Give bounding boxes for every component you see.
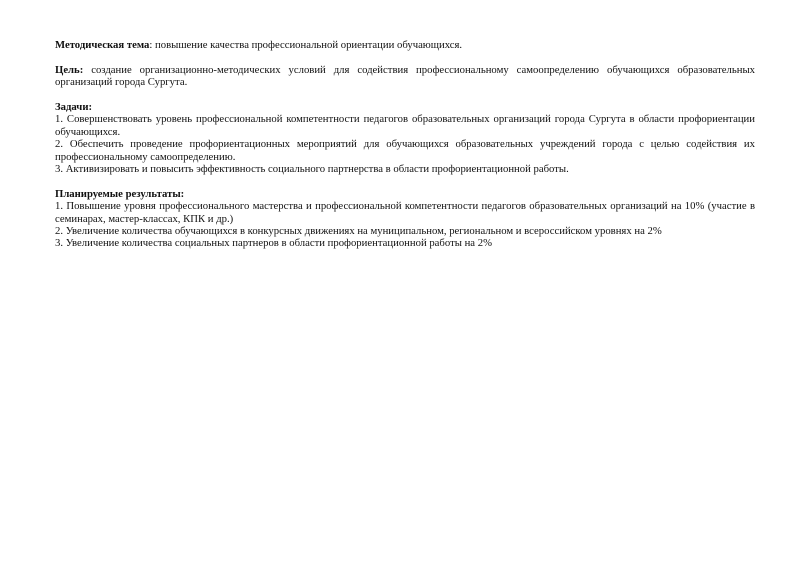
results-section xyxy=(55,188,755,250)
results-heading: Планируемые результаты: xyxy=(55,187,185,200)
goal-label: Цель: xyxy=(55,63,84,76)
goal-line xyxy=(55,64,755,89)
result-item-1: 1. Повышение уровня профессионального мастерства и профессиональной компетентности педагогов образовательных организаций на 10% (участие в семинарах, мастер-классах, КПК и др.) xyxy=(55,200,755,225)
methodical-theme-label: Методическая тема xyxy=(55,39,150,51)
document-page xyxy=(55,39,755,262)
goal-text: создание организационно-методических условий для содействия профессиональному самоопределению обучающихся образовательных организаций города Сургута. xyxy=(55,63,755,89)
task-item-2: 2. Обеспечить проведение профориентационных мероприятий для обучающихся образовательных учреждений города с целью содействия их профессиональному самоопределению. xyxy=(55,138,755,163)
result-item-3: 3. Увеличение количества социальных партнеров в области профориентационной работы на 2% xyxy=(55,237,492,250)
task-item-3: 3. Активизировать и повысить эффективность социального партнерства в области профориентационной работы. xyxy=(55,163,569,176)
tasks-section xyxy=(55,101,755,175)
methodical-theme-text: : повышение качества профессиональной ориентации обучающихся. xyxy=(149,39,463,51)
methodical-theme-line xyxy=(55,39,755,51)
methodical-theme xyxy=(55,39,755,51)
tasks-heading: Задачи: xyxy=(55,101,93,113)
result-item-2: 2. Увеличение количества обучающихся в конкурсных движениях на муниципальном, региональном и всероссийском уровнях на 2% xyxy=(55,225,662,238)
task-item-1: 1. Совершенствовать уровень профессиональной компетентности педагогов образовательных организаций города Сургута в области профориентации обучающихся. xyxy=(55,113,755,138)
goal xyxy=(55,64,755,89)
